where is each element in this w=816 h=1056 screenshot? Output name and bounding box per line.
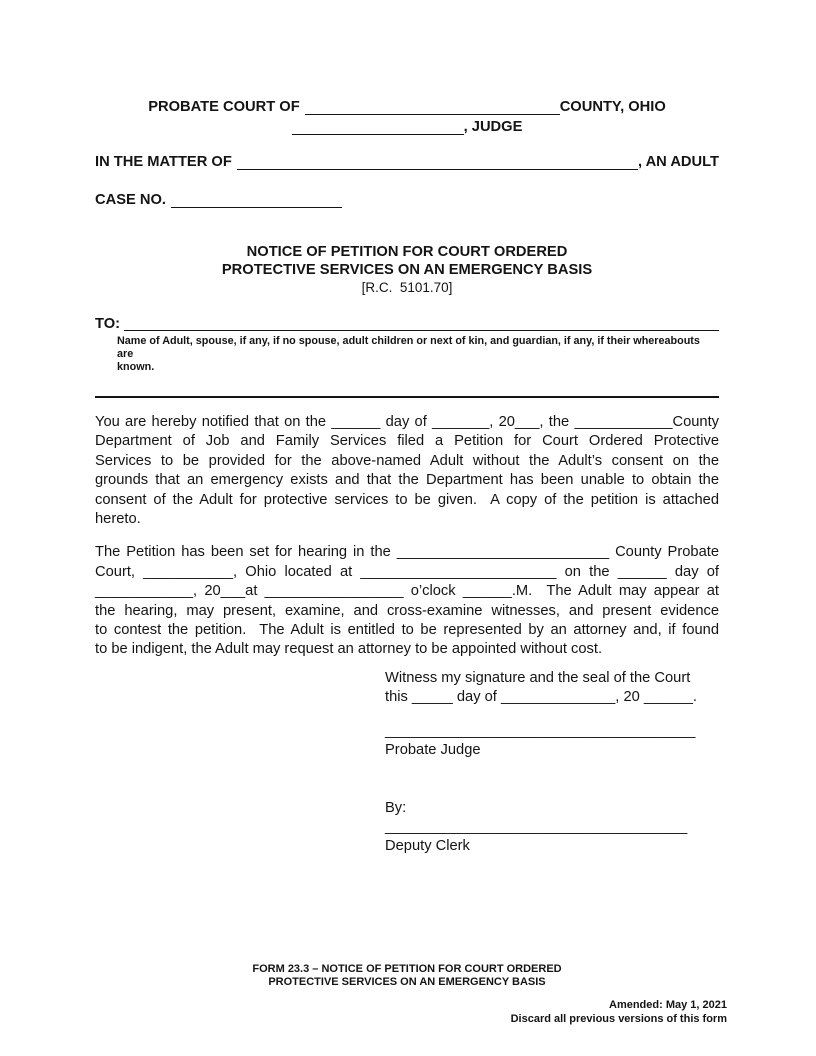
judge-line xyxy=(95,117,719,137)
probate-court-label: PROBATE COURT OF xyxy=(148,99,300,115)
footer-form-line1: FORM 23.3 – NOTICE OF PETITION FOR COURT ORDERED xyxy=(252,963,562,975)
hearing-paragraph-line: Court, ___________, Ohio located at ________________________ on the ______ day of xyxy=(95,563,719,580)
to-recipients-blank xyxy=(124,315,719,331)
by-label: By: xyxy=(385,799,407,816)
hearing-paragraph-line: the hearing, may present, examine, and cross-examine witnesses, and present evidence xyxy=(95,602,719,619)
matter-line xyxy=(95,152,719,172)
notice-paragraph-line: You are hereby notified that on the ______ day of _______, 20___, the ____________County xyxy=(95,414,719,430)
form-title xyxy=(95,243,719,297)
case-number-blank xyxy=(171,190,342,208)
hearing-paragraph-line: to contest the petition. The Adult is entitled to be represented by an attorney and, if found xyxy=(95,622,719,639)
hearing-paragraph-line: to be indigent, the Adult may request an attorney to be appointed without cost. xyxy=(95,641,603,658)
notice-paragraph xyxy=(95,413,719,529)
judge-label: , JUDGE xyxy=(463,119,523,135)
witness-block xyxy=(385,669,719,857)
footer-amended-date: Amended: May 1, 2021 xyxy=(609,999,727,1011)
to-label: TO: xyxy=(95,316,121,332)
county-ohio-label: COUNTY, OHIO xyxy=(559,99,666,115)
footer-discard-note: Discard all previous versions of this form xyxy=(510,1012,727,1025)
statute-reference: [R.C. 5101.70] xyxy=(361,280,453,295)
to-instructions-line1: Name of Adult, spouse, if any, if no spouse, adult children or next of kin, and guardian, if any, if their whereabouts are xyxy=(117,335,700,360)
judge-signature-line: ______________________________________ xyxy=(385,722,696,739)
adult-name-blank xyxy=(237,152,638,170)
deputy-clerk-label: Deputy Clerk xyxy=(385,838,470,855)
footer-form-line2: PROTECTIVE SERVICES ON AN EMERGENCY BASIS xyxy=(268,976,546,988)
witness-statement-line2: this _____ day of ______________, 20 ______. xyxy=(385,689,697,706)
to-instructions xyxy=(117,335,719,374)
an-adult-label: , AN ADULT xyxy=(637,154,719,170)
probate-court-line xyxy=(95,97,719,117)
section-divider xyxy=(95,396,719,398)
hearing-paragraph xyxy=(95,543,719,659)
county-name-blank xyxy=(305,97,560,115)
hearing-paragraph-line: The Petition has been set for hearing in the __________________________ County Probate xyxy=(95,544,719,561)
case-number-label: CASE NO. xyxy=(95,192,166,208)
court-header xyxy=(95,97,719,137)
footer-form-number xyxy=(95,963,719,989)
witness-statement-line1: Witness my signature and the seal of the Court xyxy=(385,669,691,686)
to-line xyxy=(95,315,719,333)
matter-label: IN THE MATTER OF xyxy=(95,154,232,170)
notice-paragraph-line: Department of Job and Family Services filed a Petition for Court Ordered Protective xyxy=(95,433,719,450)
case-number-line xyxy=(95,190,719,210)
notice-paragraph-line: grounds that an emergency exists and that the Department has been unable to obtain the xyxy=(95,472,719,489)
clerk-signature-line: _____________________________________ xyxy=(385,818,688,835)
hearing-paragraph-line: ____________, 20___at _________________ o’clock ______.M. The Adult may appear at xyxy=(95,583,719,600)
notice-paragraph-line: consent of the Adult for protective services to be given. A copy of the petition is attached xyxy=(95,491,719,508)
form-title-line1: NOTICE OF PETITION FOR COURT ORDERED xyxy=(246,244,568,260)
probate-judge-label: Probate Judge xyxy=(385,742,481,759)
judge-name-blank xyxy=(292,117,464,135)
form-title-line2: PROTECTIVE SERVICES ON AN EMERGENCY BASIS xyxy=(221,262,593,278)
notice-paragraph-line: Services to be provided for the above-named Adult without the Adult’s consent on the xyxy=(95,452,719,469)
footer-revision-note xyxy=(95,999,727,1026)
notice-paragraph-line: hereto. xyxy=(95,511,141,528)
to-instructions-line2: known. xyxy=(117,361,155,373)
